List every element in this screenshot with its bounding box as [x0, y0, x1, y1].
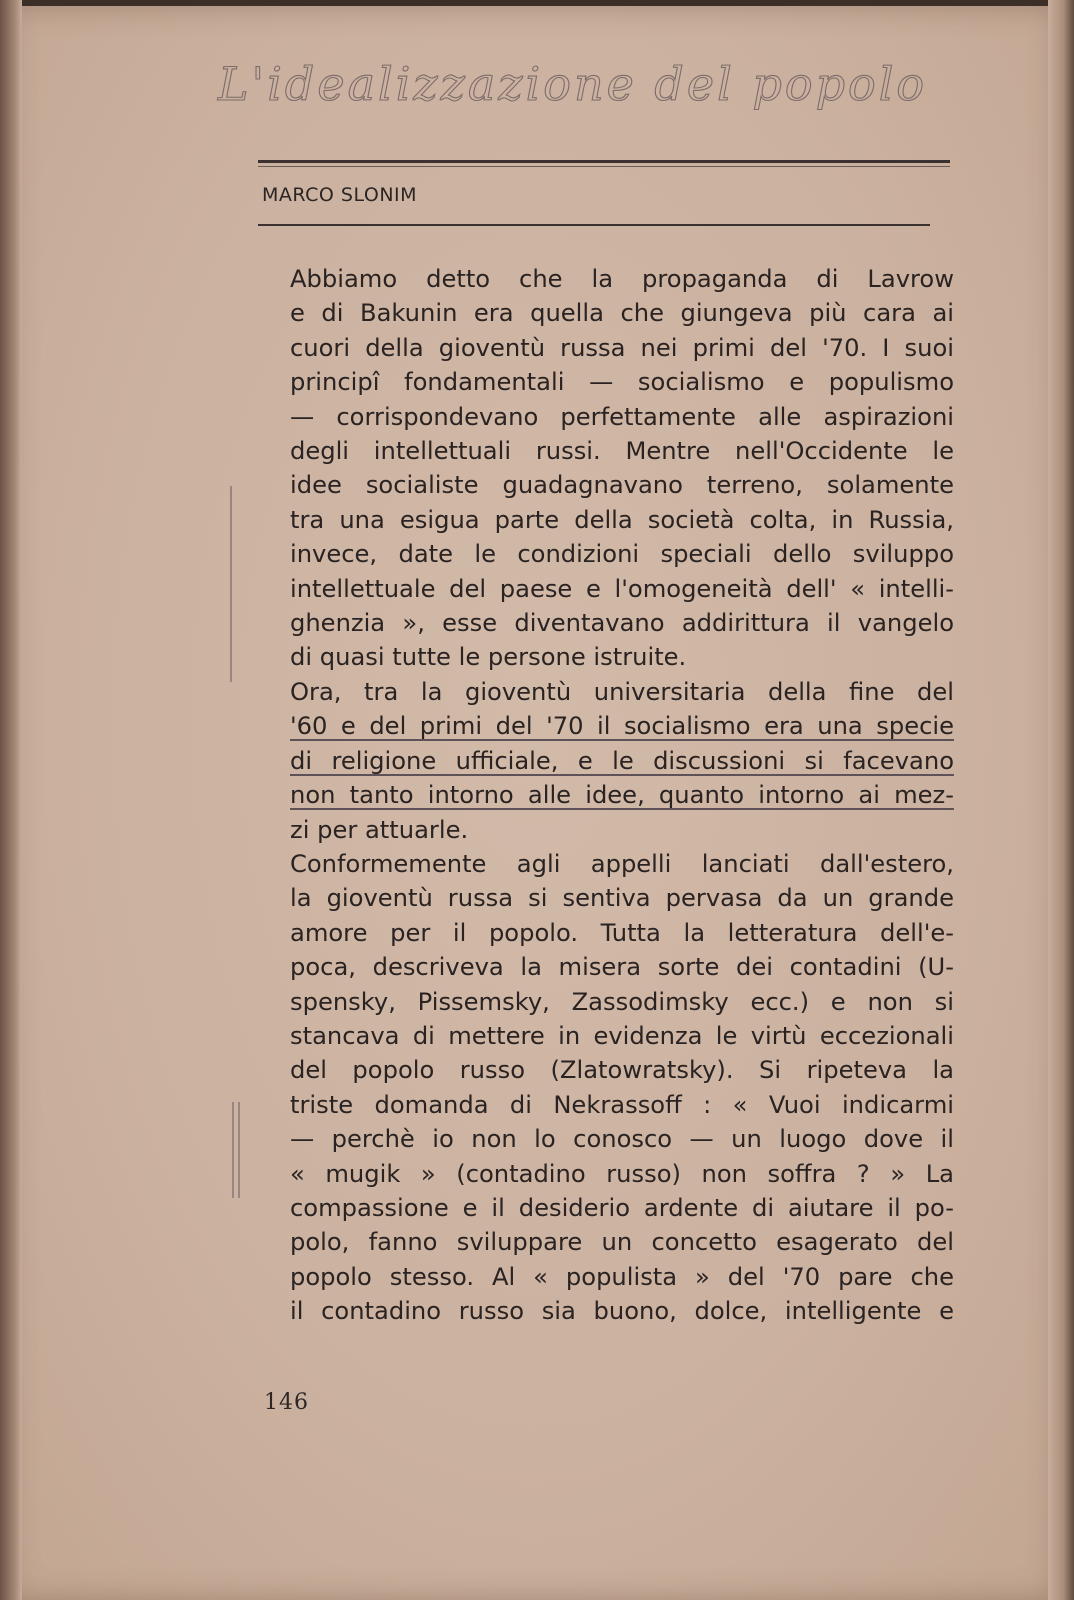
header-rule-top [258, 160, 950, 163]
text-line: del popolo russo (Zlatowratsky). Si ripeteva la [290, 1056, 954, 1085]
text-line: idee socialiste guadagnavano terreno, solamente [290, 471, 954, 500]
handwritten-title-text: L'idealizzazione del popolo [218, 57, 928, 111]
handwritten-title [218, 40, 928, 150]
text-line: invece, date le condizioni speciali dello sviluppo [290, 540, 954, 569]
margin-pencil-mark [230, 486, 232, 682]
text-line: cuori della gioventù russa nei primi del '70. I suoi [290, 333, 954, 362]
text-line: spensky, Pissemsky, Zassodimsky ecc.) e non si [290, 987, 954, 1016]
header-rule-top-thin [258, 166, 950, 167]
text-line: il contadino russo sia buono, dolce, intelligente e [290, 1297, 954, 1326]
text-line: amore per il popolo. Tutta la letteratura dell'e- [290, 918, 954, 947]
text-line-underlined: non tanto intorno alle idee, quanto intorno ai mez- [290, 781, 954, 810]
text-line: principî fondamentali — socialismo e populismo [290, 368, 954, 397]
paragraph-3 [262, 847, 954, 1329]
paragraph-1 [262, 262, 954, 675]
text-line-underlined: di religione ufficiale, e le discussioni si facevano [290, 746, 954, 775]
text-line: ghenzia », esse diventavano addirittura il vangelo [290, 609, 954, 638]
page-number: 146 [264, 1390, 309, 1415]
text-line: — corrispondevano perfettamente alle aspirazioni [290, 402, 954, 431]
page-right-edge [1048, 0, 1074, 1600]
text-line: e di Bakunin era quella che giungeva più cara ai [290, 299, 954, 328]
text-line: di quasi tutte le persone istruite. [290, 643, 687, 672]
text-line: popolo stesso. Al « populista » del '70 pare che [290, 1262, 954, 1291]
text-line: « mugik » (contadino russo) non soffra ? » La [290, 1159, 954, 1188]
book-spine-edge [0, 0, 22, 1600]
text-line: Conformemente agli appelli lanciati dall'estero, [290, 849, 954, 878]
body-text [262, 262, 954, 1329]
text-line: Ora, tra la gioventù universitaria della fine del [290, 677, 954, 706]
text-line: zi per attuarle. [290, 815, 469, 844]
margin-pencil-mark [232, 1102, 234, 1198]
text-line: tra una esigua parte della società colta, in Russia, [290, 505, 954, 534]
text-line: poca, descriveva la misera sorte dei contadini (U- [290, 953, 954, 982]
text-line: la gioventù russa si sentiva pervasa da un grande [290, 884, 954, 913]
text-line: stancava di mettere in evidenza le virtù eccezionali [290, 1021, 954, 1050]
text-line: triste domanda di Nekrassoff : « Vuoi indicarmi [290, 1090, 954, 1119]
text-line: — perchè io non lo conosco — un luogo dove il [290, 1125, 954, 1154]
text-line: compassione e il desiderio ardente di aiutare il po- [290, 1193, 954, 1222]
text-line: Abbiamo detto che la propaganda di Lavrow [290, 265, 954, 293]
text-line-underlined: '60 e del primi del '70 il socialismo era una specie [290, 712, 954, 741]
text-line: polo, fanno sviluppare un concetto esagerato del [290, 1228, 954, 1257]
margin-pencil-mark [238, 1102, 240, 1198]
running-head-author: MARCO SLONIM [262, 184, 418, 206]
header-rule-bottom [258, 224, 930, 226]
text-line: degli intellettuali russi. Mentre nell'Occidente le [290, 437, 954, 466]
paragraph-2 [262, 675, 954, 847]
text-line: intellettuale del paese e l'omogeneità dell' « intelli- [290, 574, 954, 603]
